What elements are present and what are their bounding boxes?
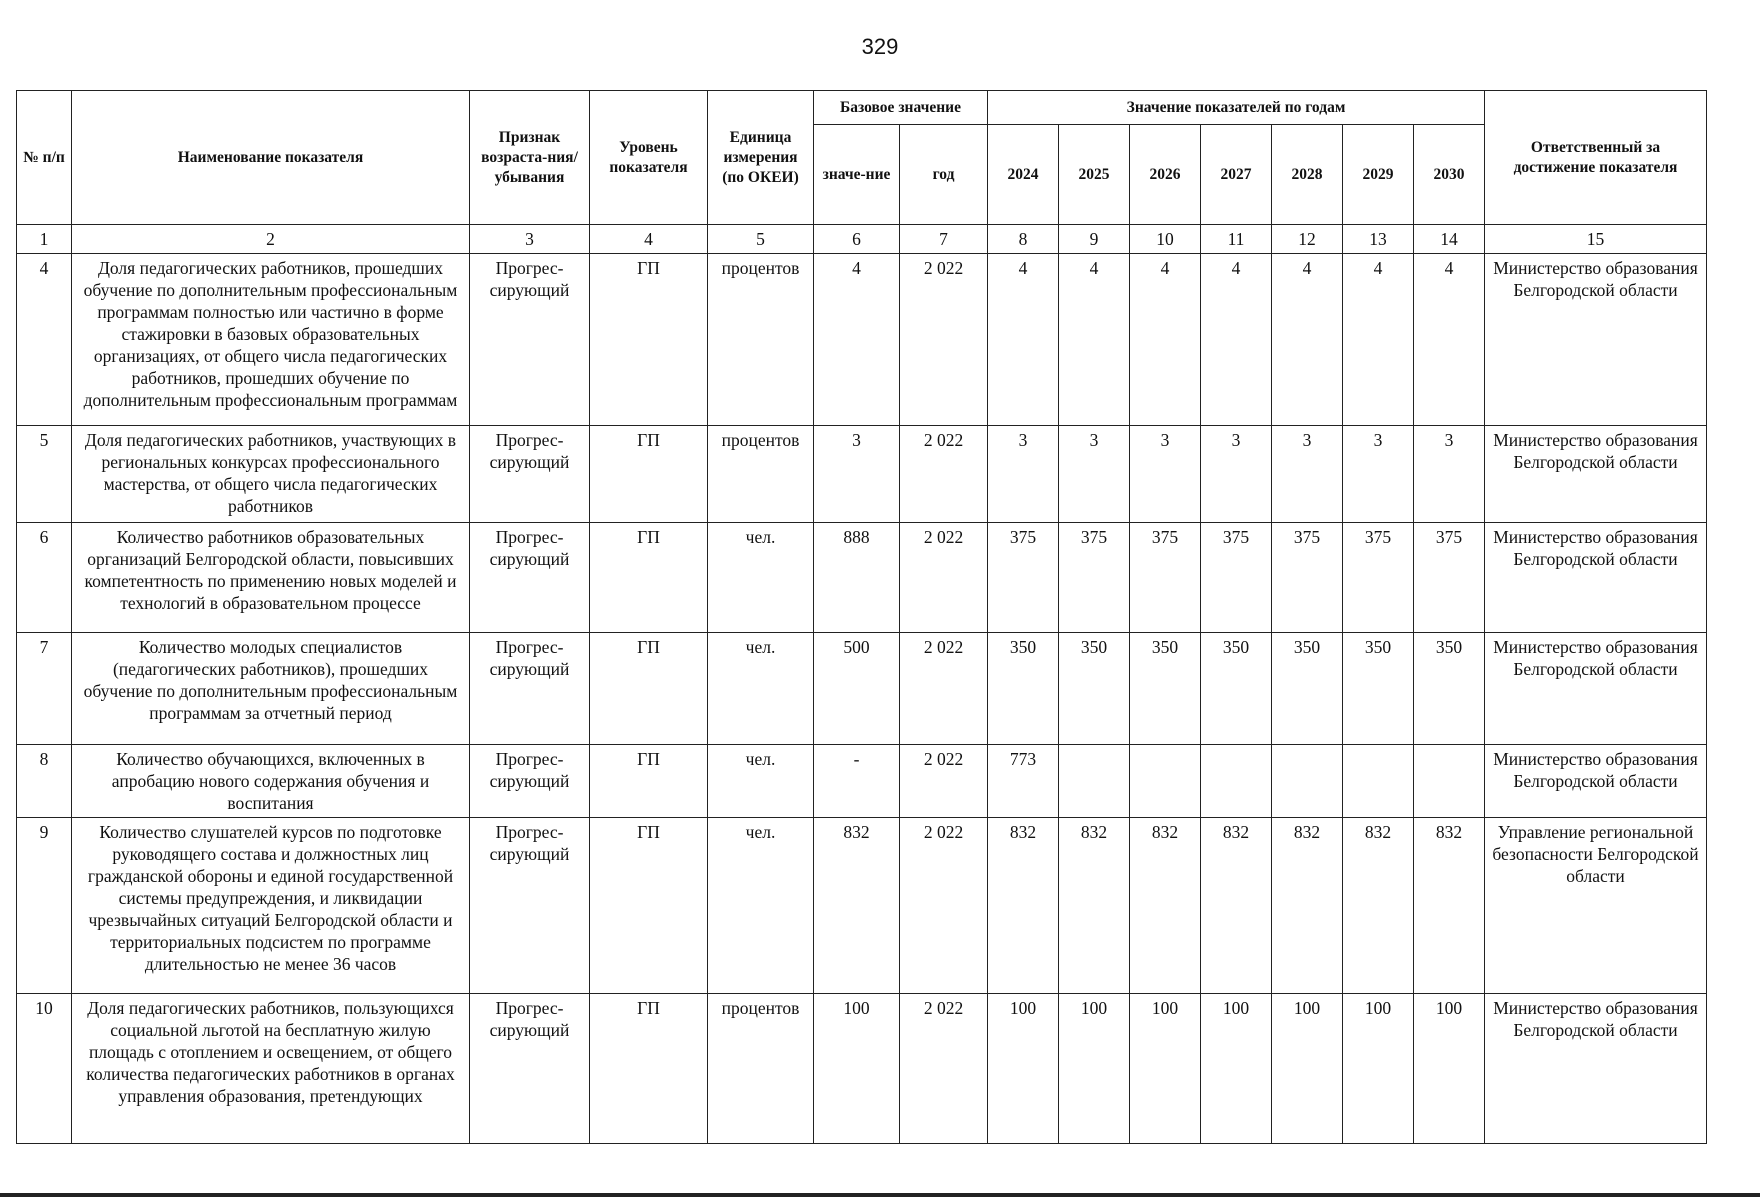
base-year: 2 022 (900, 254, 988, 426)
column-number: 6 (814, 225, 900, 254)
column-number: 12 (1272, 225, 1343, 254)
column-number: 9 (1059, 225, 1130, 254)
year-value (1059, 745, 1130, 818)
year-value: 100 (988, 994, 1059, 1144)
responsible-body: Министерство образования Белгородской области (1485, 633, 1707, 745)
year-value (1130, 745, 1201, 818)
base-year: 2 022 (900, 994, 988, 1144)
year-value: 100 (1059, 994, 1130, 1144)
responsible-body: Министерство образования Белгородской области (1485, 254, 1707, 426)
year-value: 3 (1343, 426, 1414, 523)
base-value: 4 (814, 254, 900, 426)
trend-sign: Прогрес-сирующий (470, 426, 590, 523)
base-year: 2 022 (900, 818, 988, 994)
column-number: 5 (708, 225, 814, 254)
indicator-name: Доля педагогических работников, пользующихся социальной льготой на бесплатную жилую площадь с отоплением и освещением, от общего количества педагогических работников в органах управления образования, претендующих (72, 994, 470, 1144)
table-body (17, 225, 1707, 1144)
column-number: 3 (470, 225, 590, 254)
indicator-level: ГП (590, 745, 708, 818)
table-row (17, 523, 1707, 633)
bottom-rule (0, 1193, 1760, 1197)
year-value: 3 (1272, 426, 1343, 523)
unit-of-measure: процентов (708, 994, 814, 1144)
column-number: 13 (1343, 225, 1414, 254)
header-years-group: Значение показателей по годам (988, 91, 1485, 125)
year-value: 4 (1272, 254, 1343, 426)
responsible-body: Министерство образования Белгородской области (1485, 745, 1707, 818)
header-year: 2029 (1343, 125, 1414, 225)
indicator-level: ГП (590, 426, 708, 523)
year-value: 350 (1414, 633, 1485, 745)
base-value: 500 (814, 633, 900, 745)
header-year: 2025 (1059, 125, 1130, 225)
base-year: 2 022 (900, 426, 988, 523)
unit-of-measure: чел. (708, 633, 814, 745)
header-year: 2028 (1272, 125, 1343, 225)
table-row (17, 745, 1707, 818)
trend-sign: Прогрес-сирующий (470, 633, 590, 745)
base-year: 2 022 (900, 633, 988, 745)
header-name: Наименование показателя (72, 91, 470, 225)
year-value (1343, 745, 1414, 818)
base-value: 832 (814, 818, 900, 994)
year-value: 375 (1272, 523, 1343, 633)
header-base-value: значе-ние (814, 125, 900, 225)
year-value: 4 (1201, 254, 1272, 426)
year-value: 832 (1414, 818, 1485, 994)
row-num: 9 (17, 818, 72, 994)
row-num: 8 (17, 745, 72, 818)
trend-sign: Прогрес-сирующий (470, 994, 590, 1144)
row-num: 10 (17, 994, 72, 1144)
header-level: Уровень показателя (590, 91, 708, 225)
row-num: 7 (17, 633, 72, 745)
indicator-name: Количество обучающихся, включенных в апробацию нового содержания обучения и воспитания (72, 745, 470, 818)
year-value (1272, 745, 1343, 818)
column-number: 10 (1130, 225, 1201, 254)
table-row (17, 994, 1707, 1144)
year-value: 375 (1130, 523, 1201, 633)
base-value: 100 (814, 994, 900, 1144)
year-value: 832 (1130, 818, 1201, 994)
row-num: 4 (17, 254, 72, 426)
indicator-name: Количество слушателей курсов по подготовке руководящего состава и должностных лиц гражданской обороны и единой государственной системы предупреждения, и ликвидации чрезвычайных ситуаций Белгородской области и территориальных подсистем по программе длительностью не менее 36 часов (72, 818, 470, 994)
trend-sign: Прогрес-сирующий (470, 745, 590, 818)
year-value: 3 (988, 426, 1059, 523)
trend-sign: Прогрес-сирующий (470, 818, 590, 994)
indicator-level: ГП (590, 523, 708, 633)
header-responsible: Ответственный за достижение показателя (1485, 91, 1707, 225)
header-trend: Признак возраста-ния/ убывания (470, 91, 590, 225)
year-value: 350 (1201, 633, 1272, 745)
column-number: 15 (1485, 225, 1707, 254)
year-value: 3 (1059, 426, 1130, 523)
year-value: 832 (1272, 818, 1343, 994)
header-year: 2024 (988, 125, 1059, 225)
year-value: 3 (1201, 426, 1272, 523)
column-number: 14 (1414, 225, 1485, 254)
year-value: 832 (988, 818, 1059, 994)
year-value: 100 (1414, 994, 1485, 1144)
year-value: 100 (1130, 994, 1201, 1144)
unit-of-measure: чел. (708, 523, 814, 633)
year-value (1201, 745, 1272, 818)
indicators-table (16, 90, 1707, 1144)
header-base-group: Базовое значение (814, 91, 988, 125)
unit-of-measure: чел. (708, 818, 814, 994)
unit-of-measure: чел. (708, 745, 814, 818)
indicator-level: ГП (590, 633, 708, 745)
year-value: 4 (1414, 254, 1485, 426)
page-number: 329 (861, 34, 899, 59)
year-value: 3 (1414, 426, 1485, 523)
column-number-row (17, 225, 1707, 254)
year-value: 350 (1130, 633, 1201, 745)
year-value: 832 (1059, 818, 1130, 994)
column-number: 4 (590, 225, 708, 254)
table-row (17, 254, 1707, 426)
year-value: 4 (1343, 254, 1414, 426)
responsible-body: Управление региональной безопасности Белгородской области (1485, 818, 1707, 994)
base-value: - (814, 745, 900, 818)
base-value: 888 (814, 523, 900, 633)
year-value: 100 (1201, 994, 1272, 1144)
year-value: 4 (1059, 254, 1130, 426)
year-value (1414, 745, 1485, 818)
indicator-level: ГП (590, 994, 708, 1144)
base-value: 3 (814, 426, 900, 523)
year-value: 375 (1343, 523, 1414, 633)
header-year: 2030 (1414, 125, 1485, 225)
year-value: 350 (988, 633, 1059, 745)
base-year: 2 022 (900, 523, 988, 633)
year-value: 773 (988, 745, 1059, 818)
year-value: 832 (1343, 818, 1414, 994)
indicator-name: Доля педагогических работников, участвующих в региональных конкурсах профессионального мастерства, от общего числа педагогических работников (72, 426, 470, 523)
year-value: 375 (1059, 523, 1130, 633)
year-value: 375 (1414, 523, 1485, 633)
header-base-year: год (900, 125, 988, 225)
column-number: 2 (72, 225, 470, 254)
indicator-name: Количество молодых специалистов (педагогических работников), прошедших обучение по дополнительным профессиональным программам за отчетный период (72, 633, 470, 745)
table-row (17, 818, 1707, 994)
unit-of-measure: процентов (708, 426, 814, 523)
header-year: 2026 (1130, 125, 1201, 225)
unit-of-measure: процентов (708, 254, 814, 426)
year-value: 100 (1343, 994, 1414, 1144)
trend-sign: Прогрес-сирующий (470, 523, 590, 633)
year-value: 350 (1343, 633, 1414, 745)
indicator-level: ГП (590, 254, 708, 426)
year-value: 100 (1272, 994, 1343, 1144)
year-value: 375 (1201, 523, 1272, 633)
table-header (17, 91, 1707, 225)
year-value: 375 (988, 523, 1059, 633)
trend-sign: Прогрес-сирующий (470, 254, 590, 426)
year-value: 3 (1130, 426, 1201, 523)
indicator-name: Количество работников образовательных организаций Белгородской области, повысивших компетентность по применению новых моделей и технологий в образовательном процессе (72, 523, 470, 633)
year-value: 832 (1201, 818, 1272, 994)
responsible-body: Министерство образования Белгородской области (1485, 994, 1707, 1144)
base-year: 2 022 (900, 745, 988, 818)
header-unit: Единица измерения (по ОКЕИ) (708, 91, 814, 225)
header-num: № п/п (17, 91, 72, 225)
column-number: 11 (1201, 225, 1272, 254)
column-number: 8 (988, 225, 1059, 254)
year-value: 350 (1272, 633, 1343, 745)
year-value: 350 (1059, 633, 1130, 745)
indicator-name: Доля педагогических работников, прошедших обучение по дополнительным профессиональным программам полностью или частично в форме стажировки в базовых образовательных организациях, от общего числа педагогических работников, прошедших обучение по дополнительным профессиональным программам (72, 254, 470, 426)
row-num: 5 (17, 426, 72, 523)
header-year: 2027 (1201, 125, 1272, 225)
table-row (17, 426, 1707, 523)
row-num: 6 (17, 523, 72, 633)
column-number: 1 (17, 225, 72, 254)
responsible-body: Министерство образования Белгородской области (1485, 523, 1707, 633)
responsible-body: Министерство образования Белгородской области (1485, 426, 1707, 523)
year-value: 4 (988, 254, 1059, 426)
indicator-level: ГП (590, 818, 708, 994)
year-value: 4 (1130, 254, 1201, 426)
column-number: 7 (900, 225, 988, 254)
table-row (17, 633, 1707, 745)
